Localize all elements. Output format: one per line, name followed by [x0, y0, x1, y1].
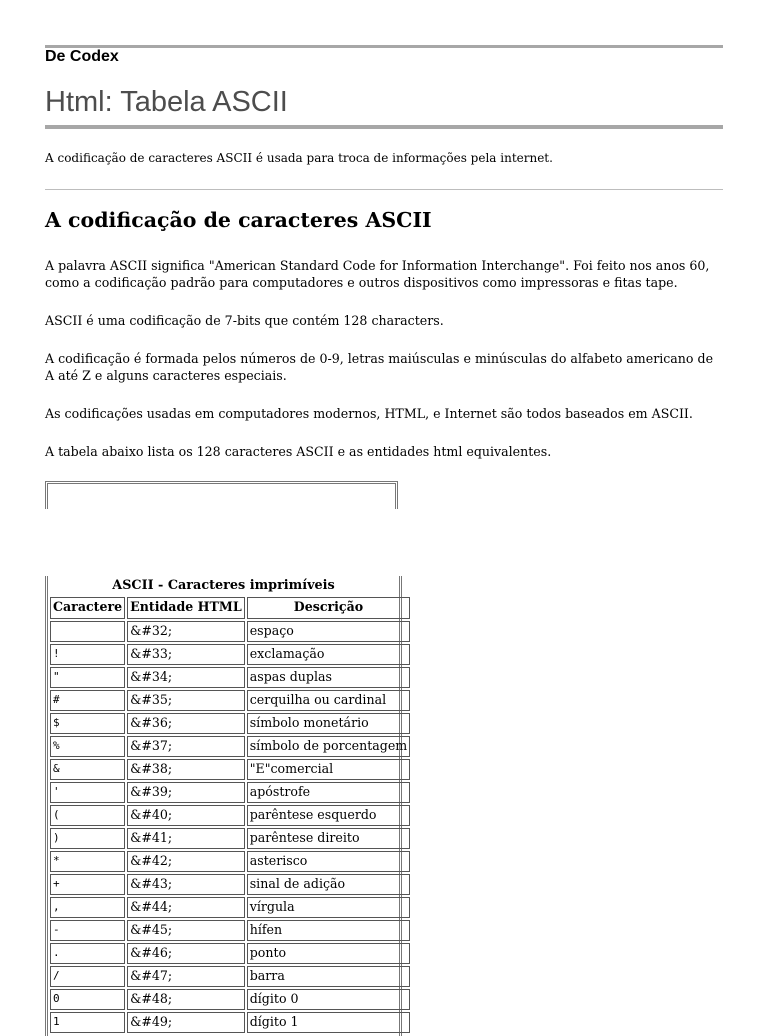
cell-character: / [50, 966, 125, 987]
cell-character: , [50, 897, 125, 918]
table-row [50, 644, 410, 665]
cell-description: hífen [247, 920, 411, 941]
paragraph: A codificação é formada pelos números de 0-9, letras maiúsculas e minúsculas do alfabeto americano de A até Z e alguns caracteres especiais. [45, 351, 714, 383]
cell-character: ) [50, 828, 125, 849]
site-name[interactable]: De Codex [45, 48, 119, 65]
paragraph: As codificações usadas em computadores modernos, HTML, e Internet são todos baseados em ASCII. [45, 406, 693, 421]
section-divider [45, 189, 723, 190]
cell-entity: &#32; [127, 621, 245, 642]
table-row [50, 690, 410, 711]
cell-entity: &#39; [127, 782, 245, 803]
intro-text: A codificação de caracteres ASCII é usada para troca de informações pela internet. [45, 151, 553, 165]
cell-description: sinal de adição [247, 874, 411, 895]
cell-entity: &#49; [127, 1012, 245, 1033]
cell-character: $ [50, 713, 125, 734]
paragraph: A palavra ASCII significa "American Standard Code for Information Interchange". Foi feito nos anos 60, como a codificação padrão para computadores e outros dispositivos como impressoras e fitas tape. [45, 258, 710, 290]
cell-description: asterisco [247, 851, 411, 872]
cell-description: parêntese esquerdo [247, 805, 411, 826]
top-divider [45, 45, 723, 48]
cell-character [50, 621, 125, 642]
table-row [50, 897, 410, 918]
cell-entity: &#38; [127, 759, 245, 780]
table-row [50, 943, 410, 964]
cell-entity: &#33; [127, 644, 245, 665]
cell-description: aspas duplas [247, 667, 411, 688]
cell-character: & [50, 759, 125, 780]
column-header-entity: Entidade HTML [127, 597, 245, 619]
cell-description: símbolo monetário [247, 713, 411, 734]
section-heading: A codificação de caracteres ASCII [45, 208, 432, 232]
cell-character: ( [50, 805, 125, 826]
cell-description: "E"comercial [247, 759, 411, 780]
cell-description: cerquilha ou cardinal [247, 690, 411, 711]
table-row [50, 989, 410, 1010]
cell-character: ! [50, 644, 125, 665]
table-header-row [50, 597, 410, 619]
cell-character: + [50, 874, 125, 895]
table-row [50, 874, 410, 895]
cell-description: dígito 1 [247, 1012, 411, 1033]
cell-entity: &#37; [127, 736, 245, 757]
cell-entity: &#40; [127, 805, 245, 826]
table-row [50, 713, 410, 734]
table-row [50, 851, 410, 872]
table-row [50, 1012, 410, 1033]
cell-character: 1 [50, 1012, 125, 1033]
table-row [50, 920, 410, 941]
ascii-table [48, 595, 412, 1035]
cell-character: . [50, 943, 125, 964]
paragraph: ASCII é uma codificação de 7-bits que contém 128 characters. [45, 313, 444, 328]
empty-frame [45, 481, 398, 509]
table-row [50, 667, 410, 688]
cell-entity: &#34; [127, 667, 245, 688]
ascii-table-frame [45, 576, 408, 1036]
cell-entity: &#45; [127, 920, 245, 941]
title-divider [45, 125, 723, 129]
cell-character: % [50, 736, 125, 757]
cell-entity: &#36; [127, 713, 245, 734]
table-caption: ASCII - Caracteres imprimíveis [112, 578, 335, 593]
cell-character: - [50, 920, 125, 941]
cell-description: ponto [247, 943, 411, 964]
table-row [50, 966, 410, 987]
cell-description: dígito 0 [247, 989, 411, 1010]
table-row [50, 759, 410, 780]
cell-entity: &#48; [127, 989, 245, 1010]
cell-entity: &#44; [127, 897, 245, 918]
cell-character: # [50, 690, 125, 711]
cell-entity: &#41; [127, 828, 245, 849]
paragraph: A tabela abaixo lista os 128 caracteres ASCII e as entidades html equivalentes. [45, 444, 552, 459]
cell-character: * [50, 851, 125, 872]
cell-entity: &#46; [127, 943, 245, 964]
cell-entity: &#42; [127, 851, 245, 872]
cell-description: barra [247, 966, 411, 987]
cell-character: 0 [50, 989, 125, 1010]
page-title: Html: Tabela ASCII [45, 86, 288, 118]
cell-character: " [50, 667, 125, 688]
cell-entity: &#43; [127, 874, 245, 895]
column-header-description: Descrição [247, 597, 411, 619]
cell-description: vírgula [247, 897, 411, 918]
table-row [50, 828, 410, 849]
column-header-character: Caractere [50, 597, 125, 619]
table-row [50, 621, 410, 642]
cell-character: ' [50, 782, 125, 803]
cell-description: exclamação [247, 644, 411, 665]
cell-description: espaço [247, 621, 411, 642]
table-row [50, 736, 410, 757]
cell-description: apóstrofe [247, 782, 411, 803]
cell-description: símbolo de porcentagem [247, 736, 411, 757]
table-row [50, 805, 410, 826]
table-row [50, 782, 410, 803]
cell-description: parêntese direito [247, 828, 411, 849]
cell-entity: &#35; [127, 690, 245, 711]
cell-entity: &#47; [127, 966, 245, 987]
